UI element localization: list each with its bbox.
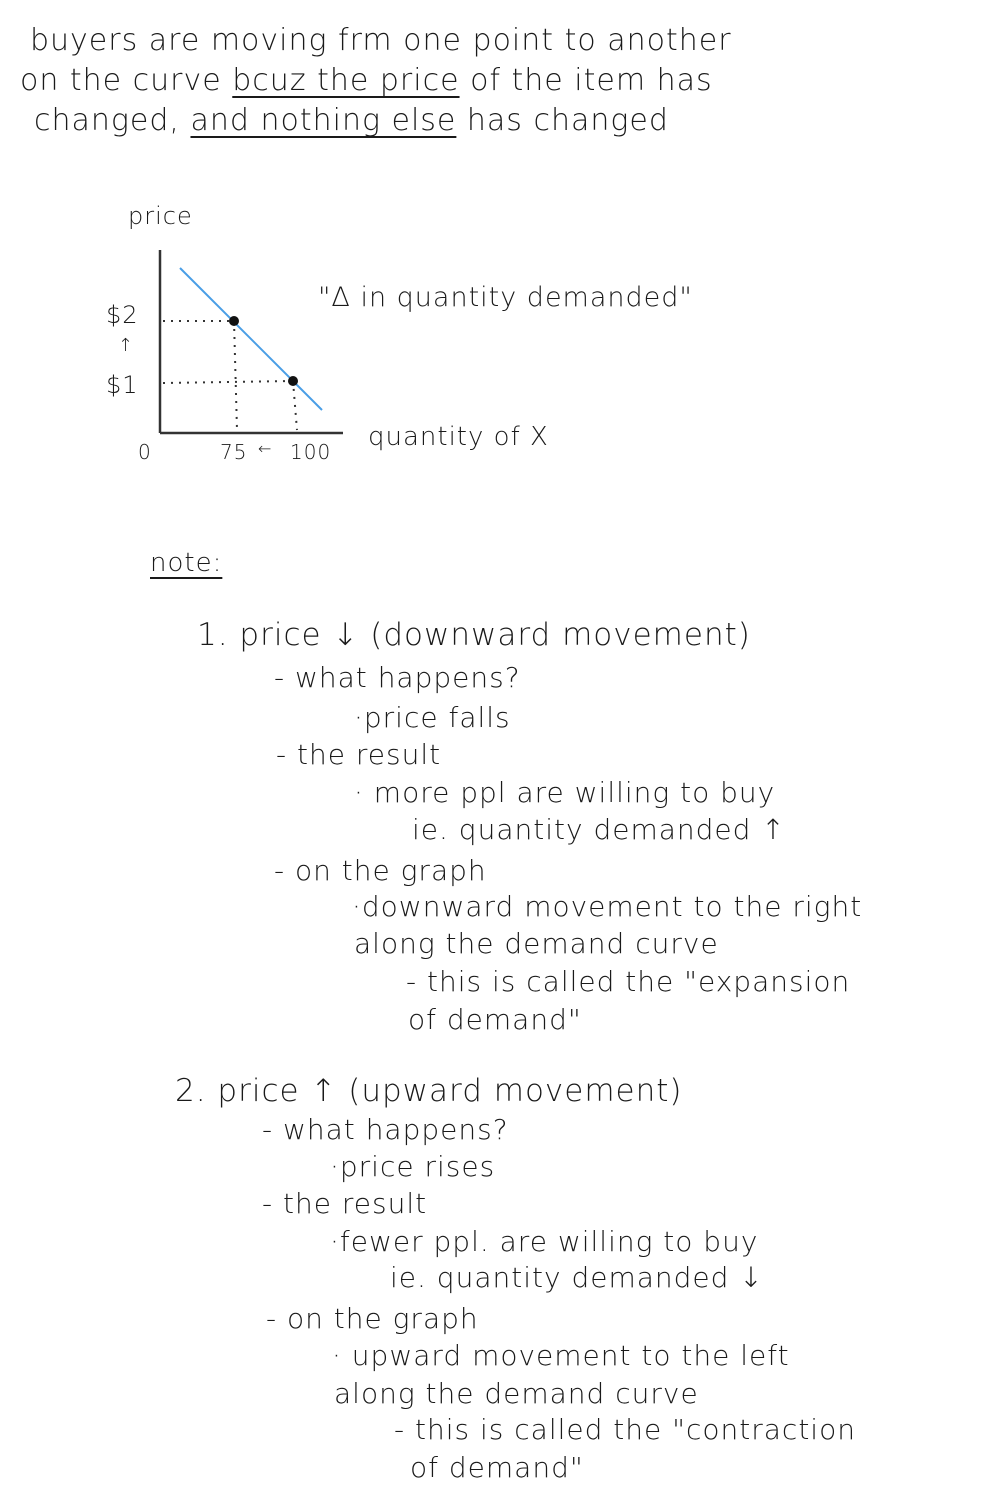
graph-annotation: "Δ in quantity demanded" [318,282,693,313]
item1-graph-detail-2: along the demand curve [354,927,719,960]
item2-what-happens: - what happens? [262,1113,509,1146]
item2-called-1: - this is called the "contraction [394,1413,856,1446]
guide-qty-100 [293,381,297,430]
y-axis-label: price [128,202,193,230]
item1-graph-detail-1: ·downward movement to the right [352,890,863,923]
x-left-arrow-icon: ← [258,439,273,458]
intro-underlined-reason: bcuz the price [232,63,460,98]
x-axis-label: quantity of X [368,422,549,452]
item1-result: - the result [276,738,442,771]
guide-qty-75 [234,321,237,430]
item1-what-happens: - what happens? [274,661,521,694]
item2-result-detail-1: ·fewer ppl. are willing to buy [330,1225,759,1258]
item2-graph-detail-2: along the demand curve [334,1377,699,1410]
item2-called-2: of demand" [410,1451,584,1484]
note-heading: note: [150,548,223,578]
item2-result-detail-2: ie. quantity demanded ↓ [390,1261,764,1294]
item1-called-1: - this is called the "expansion [406,965,851,998]
intro-line-1: buyers are moving frm one point to another [30,23,732,58]
item2-what-detail: ·price rises [330,1150,496,1183]
item1-called-2: of demand" [408,1003,582,1036]
y-tick-1: $1 [106,371,139,399]
item2-title: 2. price ↑ (upward movement) [175,1073,683,1109]
y-up-arrow-icon: ↑ [118,335,135,356]
intro-underlined-condition: and nothing else [190,103,457,138]
demand-curve-line [180,268,322,410]
item1-what-detail: ·price falls [354,701,511,734]
intro-line-2-prefix: on the curve [20,63,233,98]
origin-label: 0 [138,440,152,464]
intro-line-3-suffix: has changed [456,103,669,138]
item1-on-graph: - on the graph [274,854,487,887]
point-100-1 [288,376,298,386]
guide-price-1 [163,381,293,383]
item1-result-detail-1: · more ppl are willing to buy [354,776,776,809]
intro-line-2-suffix: of the item has [459,63,713,98]
item2-result: - the result [262,1187,428,1220]
item1-title: 1. price ↓ (downward movement) [197,617,751,653]
intro-line-3-prefix: changed, [34,103,191,138]
x-tick-100: 100 [290,440,332,464]
item2-graph-detail-1: · upward movement to the left [332,1339,790,1372]
item1-result-detail-2: ie. quantity demanded ↑ [412,813,786,846]
point-75-2 [229,316,239,326]
item2-on-graph: - on the graph [266,1302,479,1335]
y-tick-2: $2 [106,301,139,329]
x-tick-75: 75 [220,440,248,464]
